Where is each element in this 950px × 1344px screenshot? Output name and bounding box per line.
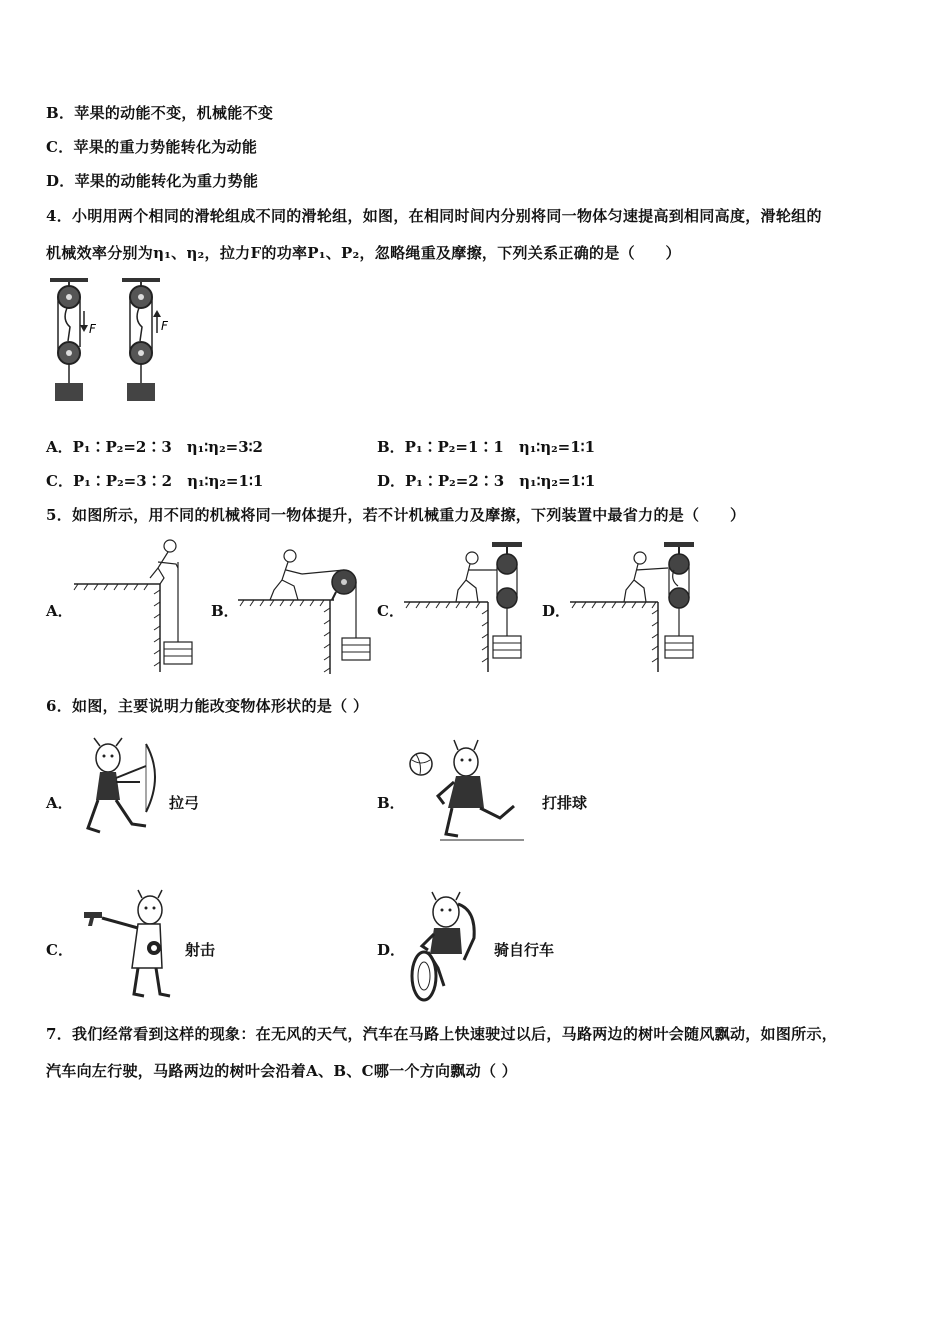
q3-option-b: B．苹果的动能不变，机械能不变 — [46, 104, 274, 122]
q6-label-b: B． — [377, 794, 405, 812]
q4-option-c: C．P₁∶P₂=3∶2 η₁∶η₂=1∶1 — [46, 472, 264, 490]
q6-caption-a: 拉弓 — [169, 794, 200, 812]
q5-label-c: C． — [377, 602, 404, 620]
goat-shooting-image — [80, 888, 176, 1000]
q4-stem-line1: 4．小明用两个相同的滑轮组成不同的滑轮组，如图，在相同时间内分别将同一物体匀速提高到相同高度，滑轮组的 — [46, 207, 822, 225]
q4-option-b: B．P₁∶P₂=1∶1 η₁∶η₂=1∶1 — [377, 438, 596, 456]
q7-stem-line2: 汽车向左行驶，马路两边的树叶会沿着A、B、C哪一个方向飘动（ ） — [46, 1062, 518, 1080]
q3-option-d: D．苹果的动能转化为重力势能 — [46, 172, 259, 190]
q5-label-a: A． — [46, 602, 73, 620]
q6-label-d: D． — [377, 941, 406, 959]
q6-label-a: A． — [46, 794, 73, 812]
q6-caption-b: 打排球 — [542, 794, 588, 812]
q5-figure-c-pulley-block — [402, 540, 532, 674]
q6-caption-c: 射击 — [185, 941, 216, 959]
q5-label-d: D． — [542, 602, 571, 620]
svg-text:F: F — [89, 322, 96, 336]
goat-volleyball-image — [404, 736, 536, 844]
q5-figure-d-pulley-block — [568, 540, 698, 674]
q5-figure-b-fixed-pulley — [236, 546, 372, 676]
q7-stem-line1: 7．我们经常看到这样的现象：在无风的天气，汽车在马路上快速驶过以后，马路两边的树叶会随风飘动，如图所示， — [46, 1025, 838, 1043]
q5-label-b: B． — [211, 602, 239, 620]
q4-option-a: A．P₁∶P₂=2∶3 η₁∶η₂=3∶2 — [46, 438, 263, 456]
pulley-system-1 — [50, 278, 97, 401]
goat-cycling-image — [404, 890, 490, 1006]
q6-caption-d: 骑自行车 — [494, 941, 555, 959]
q4-stem-line2: 机械效率分别为η₁、η₂，拉力F的功率P₁、P₂，忽略绳重及摩擦，下列关系正确的是（ ） — [46, 244, 681, 262]
q4-option-d: D．P₁∶P₂=2∶3 η₁∶η₂=1∶1 — [377, 472, 596, 490]
q5-stem: 5．如图所示，用不同的机械将同一物体提升，若不计机械重力及摩擦，下列装置中最省力的是（ ） — [46, 506, 746, 524]
q5-figure-a-direct-pull — [72, 538, 200, 674]
svg-text:F: F — [161, 319, 168, 333]
q6-label-c: C． — [46, 941, 73, 959]
goat-drawing-bow-image — [76, 736, 168, 844]
pulley-systems-figure — [40, 275, 180, 410]
q3-option-c: C．苹果的重力势能转化为动能 — [46, 138, 258, 156]
pulley-system-2 — [122, 278, 169, 401]
q6-stem: 6．如图，主要说明力能改变物体形状的是（ ） — [46, 697, 369, 715]
